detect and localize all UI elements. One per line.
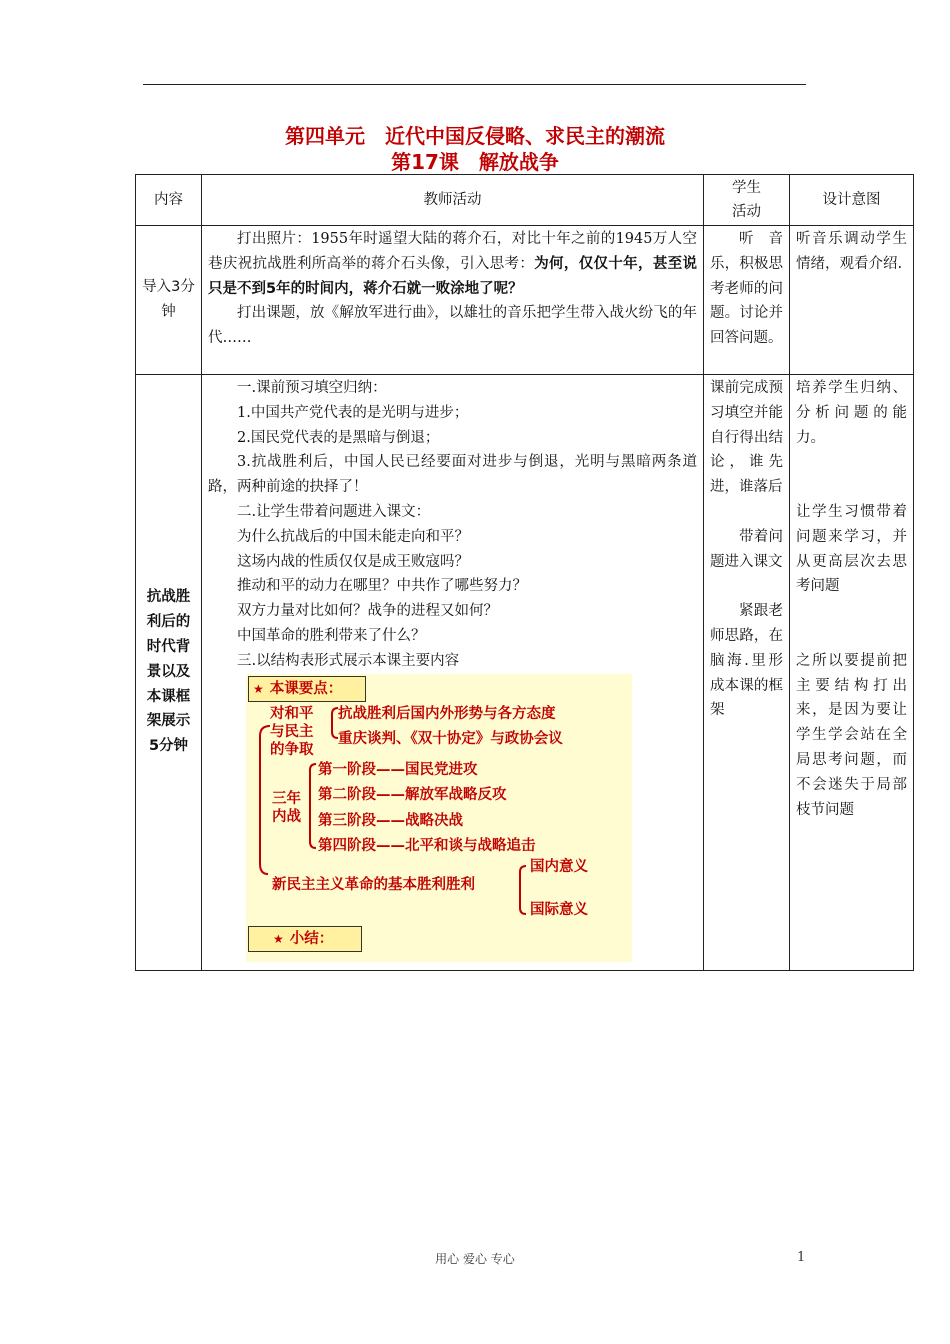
outline-line: 推动和平的动力在哪里？中共作了哪些努力？ [237,578,527,595]
outline-line: 一.课前预习填空归纳： [237,380,387,396]
outline-line: 2.国民党代表的是黑暗与倒退； [237,429,440,446]
group1-item: 抗战胜利后国内外形势与各方态度 [338,705,556,722]
row1-student-activity [704,226,790,375]
lesson-plan-table [135,174,914,971]
header-student-activity: 学生 活动 [704,175,790,226]
header-content: 内容 [136,175,202,226]
outline-line: 三.以结构表形式展示本课主要内容 [237,652,460,669]
table-header-row [136,175,914,226]
row2-student-text-2: 带着问题进入课文 [710,528,783,570]
header-teacher-activity: 教师活动 [202,175,704,226]
spacer [710,574,783,599]
group1-label-line: 的争取 [270,741,314,758]
row1-teacher-paragraph-2 [208,301,697,351]
row1-teacher-paragraph-1 [208,227,697,301]
header-rule [143,84,806,85]
star-icon: ★ [253,681,264,696]
row1-teacher-text-2: 打出课题，放《解放军进行曲》，以雄壮的音乐把学生带入战火纷飞的年代…… [208,305,697,347]
row2-design-text-2: 让学生习惯带着问题来学习，并从更高层次去思考问题 [796,503,907,595]
outer-brace [260,726,270,874]
group3-item: 国内意义 [530,858,588,875]
row2-design-intent [790,375,914,971]
spacer [796,624,907,649]
row1-design-text: 听音乐调动学生情绪，观看介绍. [796,231,907,272]
outline-line: 双方力量对比如何？战争的进程又如何？ [237,603,498,620]
row1-teacher-question: 为何，仅仅十年，甚至说只是不到5年的时间内，蒋介石就一败涂地了呢？ [208,255,697,297]
row2-content-text: 抗战胜利后的时代背景以及本课框架展示5分钟 [146,589,191,755]
spacer [796,475,907,500]
spacer [710,500,783,525]
row1-content-text: 导入3分钟 [142,279,195,320]
group2-label-line: 三年 [272,790,301,807]
unit-title: 第四单元 近代中国反侵略、求民主的潮流 [285,124,665,148]
page-number: 1 [797,1250,806,1265]
group3-label: 新民主主义革命的基本胜利胜利 [272,876,475,893]
row2-design-text-1: 培养学生归纳、分析问题的能力。 [796,380,907,446]
row2-student-text-3: 紧跟老师思路，在脑海.里形成本课的框架 [710,603,783,719]
outline-line: 这场内战的性质仅仅是成王败寇吗？ [237,553,469,570]
group1-item: 重庆谈判、《双十协定》与政协会议 [338,730,563,747]
summary-tag [248,926,362,952]
group2-label-line: 内战 [272,808,301,825]
row2-student-text-1: 课前完成预习填空并能自行得出结论，谁先进，谁落后 [710,380,783,496]
outline-line: 二.让学生带着问题进入课文： [237,503,431,520]
group3-item: 国际意义 [530,901,588,918]
row2-student-activity [704,375,790,971]
outline-line: 3.抗战胜利后，中国人民已经要面对进步与倒退，光明与黑暗两条道路，两种前途的抉择了！ [208,454,697,496]
group1-label-line: 对和平 [270,705,314,722]
row1-teacher-activity [202,226,704,375]
group2-item: 第一阶段——国民党进攻 [318,761,478,778]
group2-item: 第三阶段——战略决战 [318,812,463,829]
row2-content [136,375,202,971]
row1-student-text: 听音乐，积极思考老师的问题。讨论并回答问题。 [710,231,783,347]
row1-design-intent [790,226,914,375]
spacer [796,450,907,475]
outline-line: 中国革命的胜利带来了什么？ [237,627,426,644]
outline-line: 1.中国共产党代表的是光明与进步； [237,404,469,421]
spacer [796,599,907,624]
group3-brace [520,866,526,914]
row1-content [136,226,202,375]
star-icon: ★ [273,931,284,946]
footer-slogan: 用心 爱心 专心 [435,1252,515,1266]
key-points-label: 本课要点： [269,680,343,697]
group1-label-line: 与民主 [270,723,314,740]
group2-brace [310,764,316,848]
table-row [136,375,914,971]
row1-teacher-text-1: 打出照片：1955年时遥望大陆的蒋介石，对比十年之前的1945万人空巷庆祝抗战胜利所高举的蒋介石头像，引入思考： [208,231,697,272]
lesson-title: 第17课 解放战争 [391,150,559,174]
group2-item: 第四阶段——北平和谈与战略追击 [318,837,536,854]
group2-item: 第二阶段——解放军战略反攻 [318,786,507,803]
key-points-tag [248,676,366,702]
row2-design-text-3: 之所以要提前把主要结构打出来，是因为要让学生学会站在全局思考问题，而不会迷失于局部枝节问题 [796,652,907,818]
outline-line: 为什么抗战后的中国未能走向和平？ [237,528,469,545]
table-row [136,226,914,375]
header-design-intent: 设计意图 [790,175,914,226]
summary-label: 小结： [289,930,334,947]
row2-teacher-activity [202,375,704,971]
lesson-structure-diagram [246,674,632,962]
